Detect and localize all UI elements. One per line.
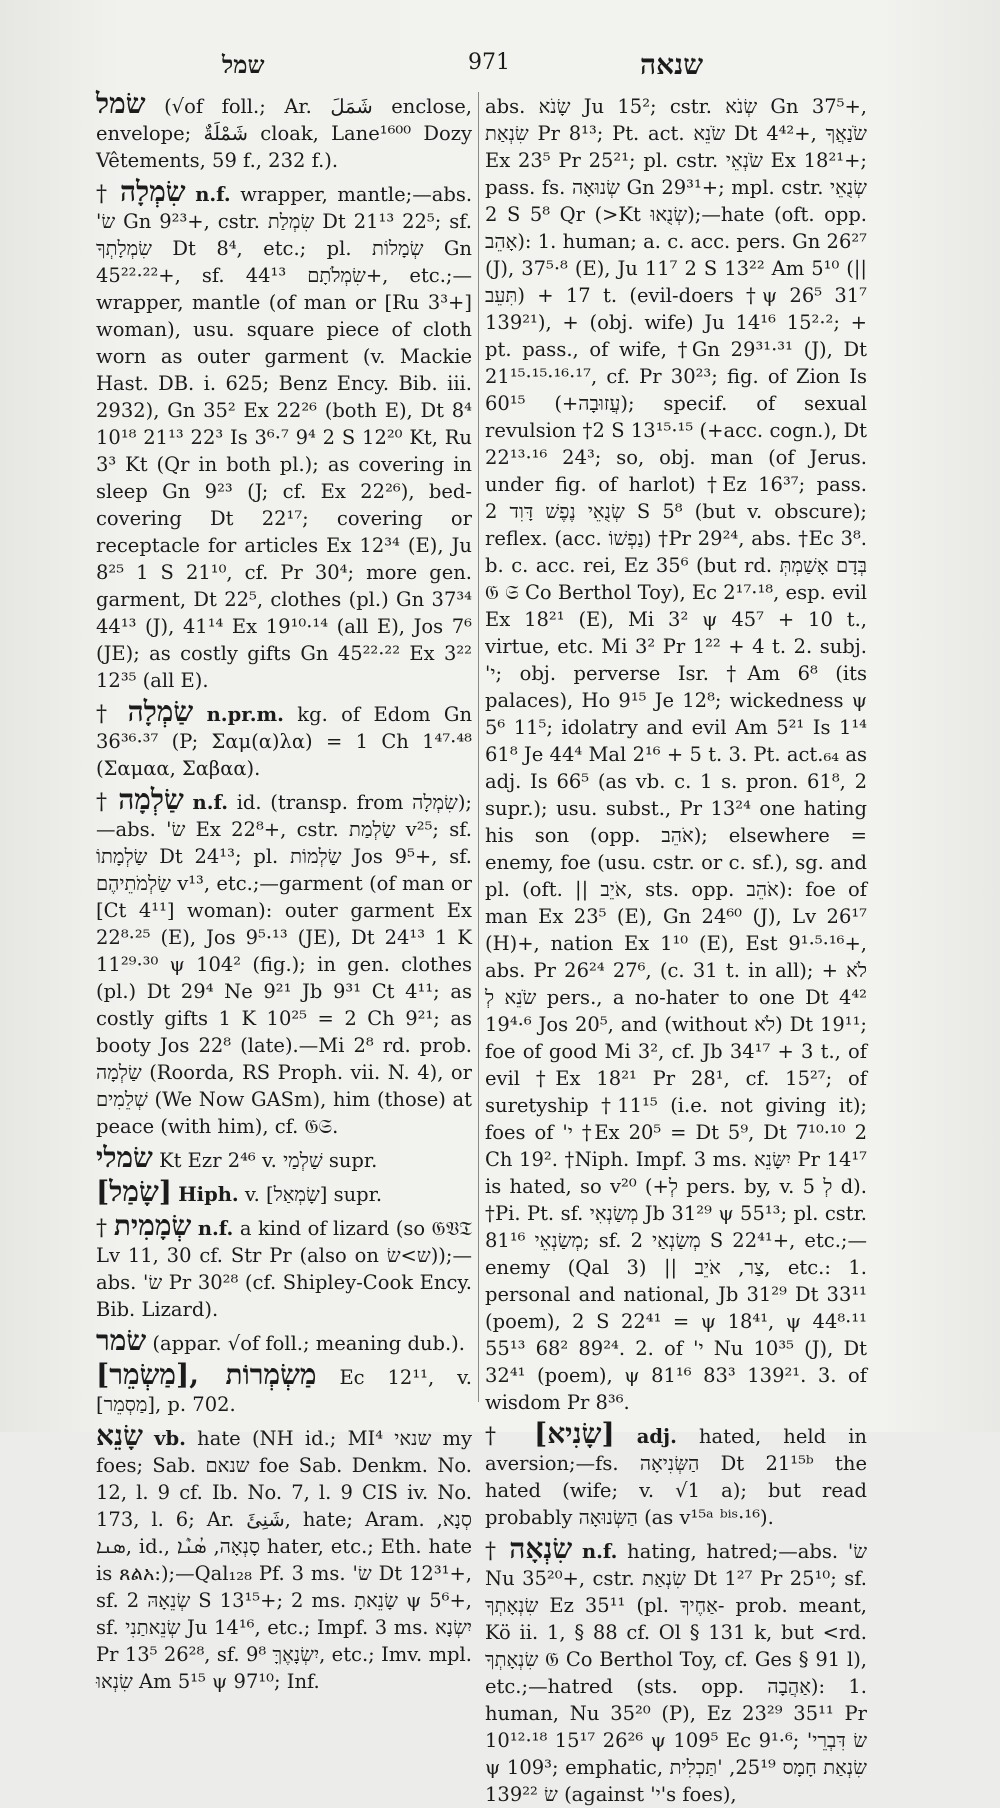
entry-text: (√of foll.; Ar. شَمَلَ enclose, envelope; شَمْلَةٌ cloak, Lane¹⁶⁰⁰ Dozy Vêtements, 59 f., 232 f.). [96,95,472,172]
dictionary-entry [96,1324,472,1357]
dictionary-entry [96,1419,473,1695]
entry-headword: שָׂנֵא [96,1419,143,1452]
entry-headword: שַׂמְלָה [127,695,194,728]
entry-marker: † [96,702,115,727]
left-column [96,87,473,1693]
right-running-head: שנאה [640,48,704,81]
dictionary-entry [96,175,473,694]
dictionary-entry [485,1532,867,1808]
entry-pos: n.f. [192,791,228,814]
dictionary-entry [96,87,472,174]
entry-text: kg. of Edom Gn 36³⁶·³⁷ (P; Σαμ(α)λα) = 1 Ch 1⁴⁷·⁴⁸ (Σαμαα, Σαβαα). [96,703,473,780]
entry-headword: שׂמר [96,1324,147,1357]
entry-pos: vb. [154,1427,186,1450]
entry-headword: שׂמל [96,87,146,120]
entry-marker: † [96,790,110,815]
running-header [0,44,1000,84]
entry-headword: שַׂלְמָה [118,783,184,816]
dictionary-entry [96,695,473,782]
entry-text: wrapper, mantle;—abs. 'שׂ Gn 9²³+, cstr. שִׂמְלַת Dt 21¹³ 22⁵; sf. שִׂמְלָתְךָ Dt 8⁴, etc.; pl. שְׂמָלוֹת Gn 45²²·²²+, sf. שִׂמְלֹתָם 44¹³+, etc.;—wrapper, mantle (of man or [Ru 3³+] woman), usu. square piece of cloth worn as outer garment (v. Mackie Hast. DB. i. 625; Benz Ency. Bib. iii. 2932), Gn 35² Ex 22²⁶ (both E), Dt 8⁴ 10¹⁸ 21¹³ 22³ Is 3⁶·⁷ 9⁴ 2 S 12²⁰ Kt, Ru 3³ Kt (Qr in both pl.); as covering in sleep Gn 9²³ (J; cf. Ex 22²⁶), bed-covering Dt 22¹⁷; covering or receptacle for articles Ex 12³⁴ (E), Ju 8²⁵ 1 S 21¹⁰, cf. Pr 30⁴; more gen. garment, Dt 22⁵, clothes (pl.) Gn 37³⁴ 44¹³ (J), 41¹⁴ Ex 19¹⁰·¹⁴ (all E), Jos 7⁶ (JE); as costly gifts Gn 45²²·²² Ex 3²² 12³⁵ (all E). [96,183,473,692]
entry-headword: שׂמלי [96,1141,153,1174]
entry-pos: n.pr.m. [206,703,284,726]
entry-text: hated, held in aversion;—fs. הַשְּׂנִיאָה Dt 21¹⁵ᵇ the hated (wife; v. √1 a); but read probably הַשְּׂנוּאָה (as v¹⁵ᵃ ᵇⁱˢ·¹⁶). [485,1425,867,1529]
entry-pos: n.f. [197,1217,234,1240]
entry-text: Ec 12¹¹, v. [מַסְמֵר], p. 702. [96,1366,472,1416]
page-number: 971 [468,50,510,75]
entry-headword: שִׂמְלָה [119,175,186,208]
entry-marker: † [485,1424,512,1449]
dictionary-entry [96,783,472,1140]
entry-pos: adj. [636,1425,677,1448]
entry-text: id. (transp. from שִׂמְלָה);—abs. 'שׂ Ex 22⁸+, cstr. שַׂלְמַת v²⁵; sf. שַׂלְמָתוֹ Dt 24¹³; pl. שַׂלְמוֹת Jos 9⁵+, sf. שַׂלְמֹתֵיהֶם v¹³, etc.;—garment (of man or [Ct 4¹¹] woman): outer garment Ex 22⁸·²⁵ (E), Jos 9⁵·¹³ (JE), Dt 24¹³ 1 K 11²⁹·³⁰ ψ 104² (fig.); in gen. clothes (pl.) Dt 29⁴ Ne 9²¹ Jb 9³¹ Ct 4¹¹; as costly gifts 1 K 10²⁵ = 2 Ch 9²¹; as booty Jos 22⁸ (late).—Mi 2⁸ rd. prob. שַׂלְמָה (Roorda, RS Proph. vii. N. 4), or שְׁלֵמִים (We Now GASm), him (those) at peace (with him), cf. 𝔊𝔖. [96,791,472,1138]
entry-pos: Hiph. [178,1183,239,1206]
entry-marker: † [96,1216,108,1241]
entry-text: v. [שָׂמְאַל] supr. [244,1183,383,1206]
right-column [485,90,868,1806]
entry-text: abs. שָׂנֹא Ju 15²; cstr. שְׂנֹא Gn 37⁵+, שִׂנְאַת Pr 8¹³; Pt. act. שֹׂנֵא Dt 4⁴²+, שֹׂנַאֲךָ Ex 23⁵ Pr 25²¹; pl. cstr. שֹׂנְאֵי Ex 18²¹+; pass. fs. שְׂנוּאָה Gn 29³¹+; mpl. cstr. שְׂנֻאֵי 2 S 5⁸ Qr (>Kt שְׂנֻאוּ);—hate (oft. opp. אָהֵב): 1. human; a. c. acc. pers. Gn 26²⁷ (J), 37⁵·⁸ (E), Ju 11⁷ 2 S 13²² Am 5¹⁰ (|| תִּעֵב) + 17 t. (evil-doers †ψ 26⁵ 31⁷ 139²¹), + (obj. wife) Ju 14¹⁶ 15²·²; + pt. pass., of wife, †Gn 29³¹·³¹ (J), Dt 21¹⁵·¹⁵·¹⁶·¹⁷, cf. Pr 30²³; fig. of Zion Is 60¹⁵ (+עֲזוּבָה); specif. of sexual revulsion †2 S 13¹⁵·¹⁵ (+acc. cogn.), Dt 22¹³·¹⁶ 24³; so, obj. man (of Jerus. under fig. of harlot) †Ez 16³⁷; pass. שְׂנֻאֵי נֶפֶשׁ דָּוִד 2 S 5⁸ (but v. obscure); reflex. (acc. נַפְשׁוֹ) †Pr 29²⁴, abs. †Ec 3⁸. b. c. acc. rei, Ez 35⁶ (but rd. בְּדָם אָשַׁמְתְּ 𝔊 𝔖 Co Berthol Toy), Ec 2¹⁷·¹⁸, esp. evil Ex 18²¹ (E), Mi 3² ψ 45⁷ + 10 t., virtue, etc. Mi 3² Pr 1²² + 4 t. 2. subj. 'י; obj. perverse Isr. †Am 6⁸ (its palaces), Ho 9¹⁵ Je 12⁸; wickedness ψ 5⁶ 11⁵; idolatry and evil Am 5²¹ Is 1¹⁴ 61⁸ Je 44⁴ Mal 2¹⁶ + 5 t. 3. Pt. act.₆₄ as adj. Is 66⁵ (as vb. c. 1 s. pron. 61⁸, 2 supr.); usu. subst., Pr 13²⁴ one hating his son (opp. אֹהֵב); elsewhere = enemy, foe (usu. cstr. or c. sf.), sg. and pl. (oft. || אֹיֵב, sts. opp. אֹהֵב): foe of man Ex 23⁵ (E), Gn 24⁶⁰ (J), Lv 26¹⁷ (H)+, nation Ex 1¹⁰ (E), Est 9¹·⁵·¹⁶+, abs. Pr 26²⁴ 27⁶, (c. 31 t. in all); + לֹא שֹׂנֵא לְ pers., a no-hater to one Dt 4⁴² 19⁴·⁶ Jos 20⁵, and (without לֹא) Dt 19¹¹; foe of good Mi 3², cf. Jb 34¹⁷ + 3 t., of evil †Ex 18²¹ Pr 28¹, cf. 15²⁷; of suretyship †11¹⁵ (i.e. not giving it); foes of 'י †Ex 20⁵ = Dt 5⁹, Dt 7¹⁰·¹⁰ 2 Ch 19². †Niph. Impf. 3 ms. יִשָּׂנֵא Pr 14¹⁷ is hated, so v²⁰ (+לְ pers. by, v. לְ 5 d). †Pi. Pt. sf. מְשַׂנְאִי Jb 31²⁹ ψ 55¹³; pl. cstr. מְשַׂנְאֵי 81¹⁶; sf. מְשַׂנְאַי 2 S 22⁴¹+, etc.;—enemy (Qal 3) || צַר, אֹיֵב, etc.: 1. personal and national, Jb 31²⁹ Dt 33¹¹ (poem), 2 S 22⁴¹ = ψ 18⁴¹, ψ 44⁸·¹¹ 55¹³ 68² 89²⁴. 2. of 'י Nu 10³⁵ (J), Dt 32⁴¹ (poem), ψ 81¹⁶ 83³ 139²¹. 3. of wisdom Pr 8³⁶. [485,95,868,1414]
dictionary-entry [96,1358,472,1418]
dictionary-entry [485,90,867,1416]
entry-marker: † [485,1539,500,1564]
entry-pos: n.f. [581,1540,618,1563]
entry-text: hating, hatred;—abs. 'שׂ Nu 35²⁰+, cstr. שִׂנְאַת Dt 1²⁷ Pr 25¹⁰; sf. שִׂנְאָתְךָ Ez 35¹¹ (pl. אַחֶיךָ- prob. meant, Kö ii. 1, § 88 cf. Ol § 131 k, but <rd. שִׂנְאָתְךָ 𝔊 Co Berthol Toy, cf. Ges § 91 l), etc.;—hatred (sts. opp. אַהֲבָה): 1. human, Nu 35²⁰ (P), Ez 23²⁹ 35¹¹ Pr 10¹²·¹⁸ 15¹⁷ 26²⁶ ψ 109⁵ Ec 9¹·⁶; 'שׂ דִּבְרֵי ψ 109³; emphatic, שִׂנְאַת חָמָס 25¹⁹, 'תַּכְלִית שׂ 139²² (against 'י's foes), [485,1540,867,1806]
entry-marker: † [96,182,111,207]
entry-headword: [שָׂנִיא] [533,1417,615,1450]
entry-headword: [שָׂמַל] [96,1175,173,1208]
entry-headword: שְׂמָמִית [113,1209,192,1242]
entry-text: (appar. √of foll.; meaning dub.). [152,1332,465,1355]
entry-text: Kt Ezr 2⁴⁶ v. שַׁלְמַי supr. [159,1149,378,1172]
entry-headword: שִׂנְאָה [509,1532,573,1565]
left-running-head: שמל [222,50,265,79]
dictionary-entry [96,1175,472,1208]
dictionary-entry [96,1209,473,1323]
entry-text: hate (NH id.; MI⁴ שנאי my foes; Sab. שנאם foe Sab. Denkm. No. 12, l. 9 cf. Ib. No. 7, l. 9 CIS iv. No. 173, l. 6; Ar. شَنِئَ, hate; Aram. סְנָא, ܣܢܐ, id., סָנְאָה, ܣܳܢܶܐ hater, etc.; Eth. hate is ጸልአ:);—Qal₁₂₈ Pf. 3 ms. 'שׂ Dt 12³¹+, sf. שְׂנֵאָהּ 2 S 13¹⁵+; 2 ms. שָׂנֵאתָ ψ 5⁶+, sf. שְׂנֵאתַנִי Ju 14¹⁶, etc.; Impf. 3 ms. יִשְׂנָא Pr 13⁵ 26²⁸, sf. יִשְׂנָאֶךָּ 9⁸, etc.; Imv. mpl. שִׂנְאוּ Am 5¹⁵ ψ 97¹⁰; Inf. [96,1427,473,1693]
column-divider [478,92,479,1402]
entry-text: a kind of lizard (so 𝔊𝔙𝔗 Lv 11, 30 cf. Str Pr (also on ש>שׂ));—abs. 'שׂ Pr 30²⁸ (cf. Shipley-Cook Ency. Bib. Lizard). [96,1217,473,1321]
entry-headword: [מַשְׂמֵר], מַשְׂמְרוֹת [96,1358,317,1391]
entry-pos: n.f. [195,183,231,206]
dictionary-entry [485,1417,867,1531]
dictionary-entry [96,1141,472,1174]
